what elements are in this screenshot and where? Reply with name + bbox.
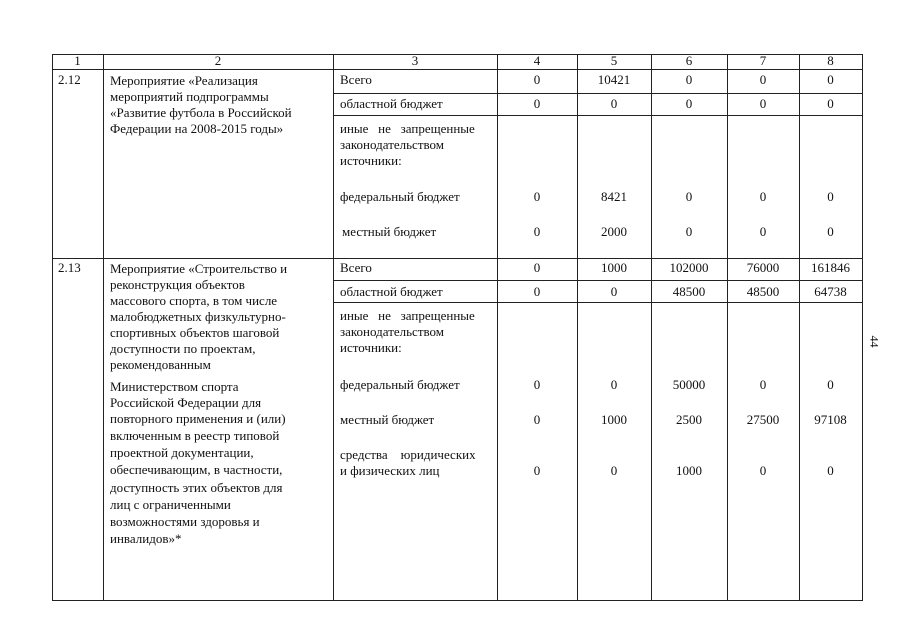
source-label: иные не запрещенные: [340, 308, 475, 323]
table-cell: 0: [533, 189, 541, 204]
table-cell: 50000: [672, 377, 706, 392]
table-cell: 0: [827, 377, 834, 392]
source-label: средства юридических: [340, 447, 476, 462]
activity-line: Мероприятие «Строительство и: [110, 261, 288, 276]
table-cell: 1000: [601, 412, 627, 427]
table-cell: 0: [759, 96, 767, 111]
table-cell: 0: [610, 96, 618, 111]
table-cell: 97108: [814, 412, 847, 427]
source-label: областной бюджет: [340, 96, 443, 111]
table-cell: 0: [610, 284, 618, 299]
table-cell: 64738: [814, 284, 847, 299]
activity-line: Российской Федерации для: [110, 395, 262, 410]
table-cell: 0: [533, 412, 541, 427]
activity-line: повторного применения и (или): [110, 411, 286, 426]
row-number: 2.12: [58, 72, 81, 87]
activity-line: доступность этих объектов для: [110, 480, 283, 495]
table-cell: 0: [685, 224, 693, 239]
source-label: местный бюджет: [342, 224, 437, 239]
source-label: иные не запрещенные: [340, 121, 475, 136]
table-cell: 0: [827, 224, 834, 239]
table-cell: 0: [759, 463, 767, 478]
table-cell: 48500: [746, 284, 780, 299]
header-col-6: 6: [685, 53, 693, 68]
activity-line: реконструкция объектов: [110, 277, 245, 292]
table-cell: 1000: [676, 463, 702, 478]
table-cell: 2500: [676, 412, 702, 427]
row-number: 2.13: [58, 260, 81, 275]
source-label: источники:: [340, 153, 402, 168]
table-cell: 0: [533, 72, 541, 87]
table-cell: 0: [533, 224, 541, 239]
source-label: местный бюджет: [340, 412, 435, 427]
source-label: и физических лиц: [340, 463, 440, 478]
activity-line: инвалидов»*: [110, 531, 182, 546]
table-cell: 0: [759, 224, 767, 239]
activity-line: малобюджетных физкультурно-: [110, 309, 286, 324]
source-label: законодательством: [340, 324, 445, 339]
source-label: федеральный бюджет: [340, 189, 460, 204]
header-col-1: 1: [74, 53, 81, 68]
table-cell: 48500: [672, 284, 706, 299]
activity-line: обеспечивающим, в частности,: [110, 462, 283, 477]
activity-line: мероприятий подпрограммы: [110, 89, 269, 104]
table-cell: 27500: [746, 412, 780, 427]
table-cell: 0: [533, 284, 541, 299]
table-cell: 0: [759, 189, 767, 204]
table-cell: 0: [610, 463, 618, 478]
table-cell: 0: [533, 463, 541, 478]
table-cell: 76000: [746, 260, 780, 275]
table-cell: 161846: [811, 260, 850, 275]
activity-line: спортивных объектов шаговой: [110, 325, 280, 340]
header-col-5: 5: [610, 53, 618, 68]
activity-line: включенным в реестр типовой: [110, 428, 280, 443]
table-cell: 8421: [601, 189, 627, 204]
table-cell: 0: [827, 96, 834, 111]
activity-line: Министерством спорта: [110, 379, 239, 394]
page-number: 44: [867, 335, 882, 348]
table-cell: 0: [827, 463, 834, 478]
table-cell: 0: [533, 96, 541, 111]
table-cell: 102000: [669, 260, 709, 275]
header-col-7: 7: [759, 53, 767, 68]
activity-line: массового спорта, в том числе: [110, 293, 278, 308]
table-cell: 0: [533, 377, 541, 392]
header-col-4: 4: [533, 53, 541, 68]
table-cell: 0: [685, 96, 693, 111]
table-cell: 2000: [601, 224, 627, 239]
activity-line: рекомендованным: [110, 357, 211, 372]
table-cell: 0: [685, 189, 693, 204]
activity-line: «Развитие футбола в Российской: [110, 105, 292, 120]
table-cell: 0: [759, 72, 767, 87]
header-col-3: 3: [411, 53, 419, 68]
table-cell: 0: [685, 72, 693, 87]
source-label: Всего: [340, 260, 372, 275]
activity-line: Федерации на 2008-2015 годы»: [110, 121, 284, 136]
activity-line: Мероприятие «Реализация: [110, 73, 258, 88]
table-cell: 0: [827, 189, 834, 204]
activity-line: возможностями здоровья и: [110, 514, 260, 529]
source-label: Всего: [340, 72, 372, 87]
activity-line: доступности по проектам,: [110, 341, 256, 356]
source-label: законодательством: [340, 137, 445, 152]
activity-line: лиц с ограниченными: [110, 497, 231, 512]
header-col-2: 2: [214, 53, 222, 68]
source-label: областной бюджет: [340, 284, 443, 299]
table-cell: 1000: [601, 260, 627, 275]
source-label: федеральный бюджет: [340, 377, 460, 392]
table-cell: 10421: [597, 72, 631, 87]
table-cell: 0: [610, 377, 618, 392]
header-col-8: 8: [827, 53, 834, 68]
table-cell: 0: [827, 72, 834, 87]
activity-line: проектной документации,: [110, 445, 254, 460]
source-label: источники:: [340, 340, 402, 355]
table-cell: 0: [533, 260, 541, 275]
table-cell: 0: [759, 377, 767, 392]
